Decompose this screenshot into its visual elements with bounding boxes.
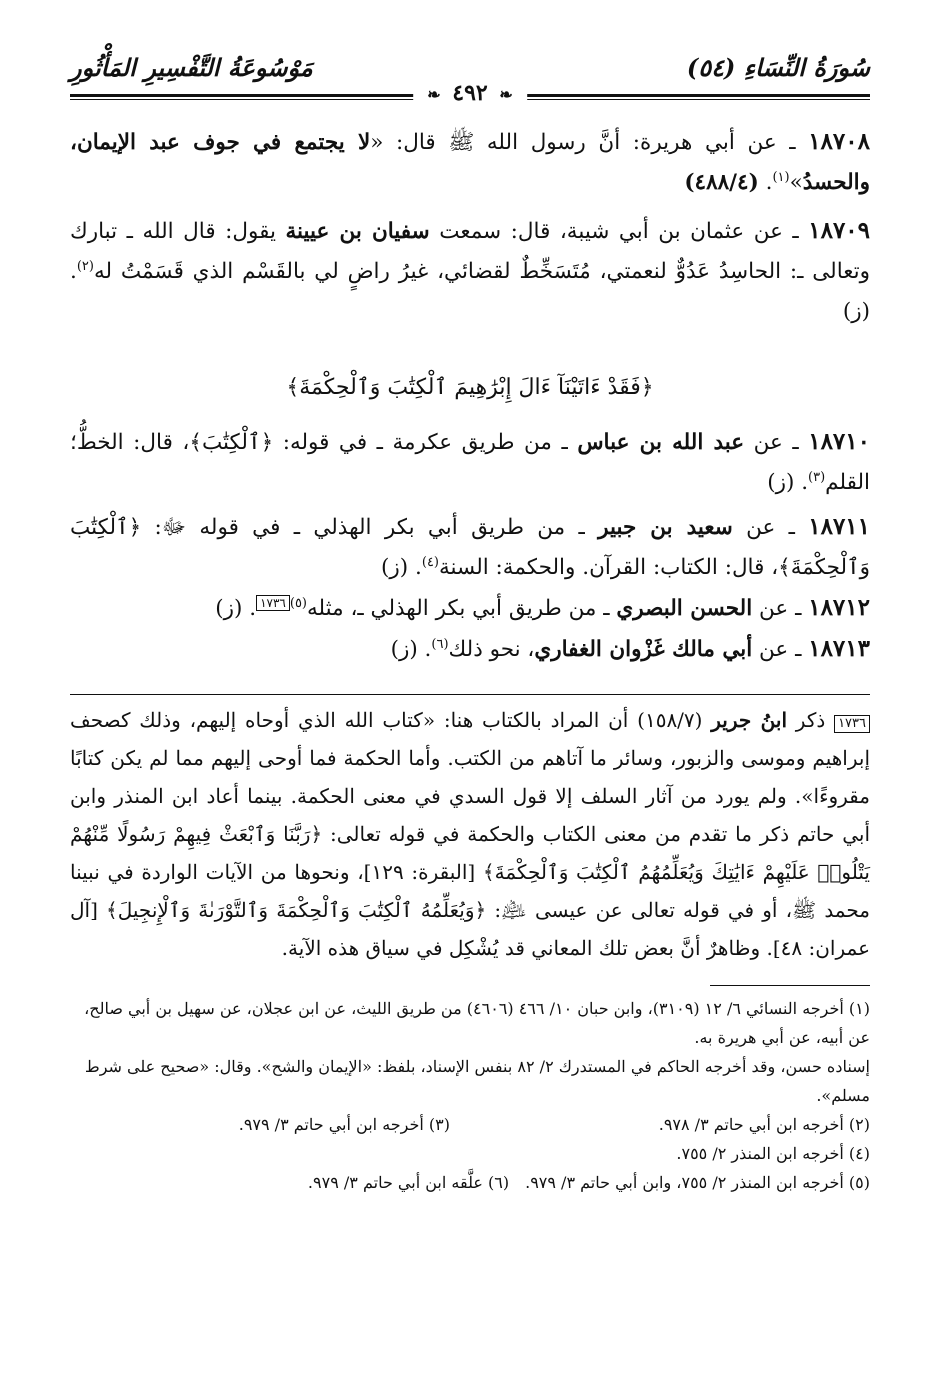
entry-text: ، نحو ذلك [448,637,535,662]
entry-text: . (ز) [70,259,870,324]
footnote-marker: (١) [772,169,790,185]
commentary-number: ١٧٣٦ [834,715,870,733]
footnote-1-grading: إسناده حسن، وقد أخرجه الحاكم في المستدرك ٢/ ٨٢ بنفس الإسناد، بلفظ: «الإيمان والشح». وقال: «صحيح على شرط مسلم». [84,1057,870,1105]
entry-text: يقول: قال الله ـ تبارك وتعالى ـ: الحاسِدُ عَدُوٌّ لنعمتي، مُتَسَخِّطٌ لقضائي، غيرُ راضٍ لي بالقَسْم الذي قَسَمْتُ له [70,219,870,284]
footnote-4: (٤) أخرجه ابن المنذر ٢/ ٧٥٥. [676,1144,870,1163]
entry-text: . [758,170,773,195]
entry-text: . (ز) [390,637,432,662]
narrator-name: سعيد بن جبير [598,515,733,540]
entry-text: ـ عن [732,515,809,540]
entry-number: ١٨٧١٠ [808,428,870,455]
footnote-marker: (٦) [431,636,449,652]
entry-number: ١٨٧١٣ [808,635,870,662]
entry-text: ـ من طريق أبي بكر الهذلي ـ، مثله [307,596,617,621]
narrator-name: سفيان بن عيينة [285,219,430,244]
footnote-5: (٥) أخرجه ابن المنذر ٢/ ٧٥٥، وابن أبي حاتم ٣/ ٩٧٩. [525,1173,870,1192]
verse-heading: ﴿فَقَدْ ءَاتَيْنَآ ءَالَ إِبْرَٰهِيمَ ٱلْكِتَٰبَ وَٱلْحِكْمَةَ﴾ [286,375,654,400]
footnote-6: (٦) علَّقه ابن أبي حاتم ٣/ ٩٧٩. [307,1173,510,1192]
footnote-marker: (٥) [289,595,307,611]
header-titles [70,40,870,82]
surah-title: سُورَةُ النِّسَاءِ (٥٤) [686,53,870,82]
ornament-icon: ❧ [499,85,513,104]
entry-text: ـ عن [752,637,809,662]
entry-text: ـ من طريق عكرمة ـ في قوله: ﴿ٱلْكِتَٰبَ﴾، قال: الخطُّ؛ القلم [70,430,870,495]
ornament-icon: ❧ [427,85,441,104]
page-number: ٤٩٢ [452,80,488,106]
footnote-1: (١) أخرجه النسائي ٦/ ١٢ (٣١٠٩)، وابن حبان ١٠/ ٤٦٦ (٤٦٠٦) من طريق الليث، عن ابن عجلان، عن سهيل بن أبي صالح، عن أبيه، عن أبي هريرة به. [84,999,870,1047]
volume-ref: (٤٨٨/٤) [684,170,759,195]
footnotes [70,994,870,1197]
footnotes-divider [710,985,870,986]
commentary-text: ذكر [787,708,835,732]
entry-number: ١٨٧٠٩ [808,217,871,244]
entry-number: ١٨٧٠٨ [808,128,870,155]
footnote-marker: (٢) [76,258,94,274]
entry-18713 [70,629,870,670]
page-header [70,40,870,110]
narrator-name: أبي مالك غَزْوان الغفاري [534,637,753,662]
entry-text: ـ عن أبي هريرة: أنَّ رسول الله ﷺ قال: « [370,130,809,155]
entry-18712 [70,588,870,629]
entry-18708 [70,122,870,203]
entry-text: . (ز) [381,555,422,580]
entry-number: ١٨٧١٢ [808,594,870,621]
entry-18711 [70,507,870,588]
entry-18710 [70,422,870,503]
header-rule [70,80,870,106]
scholar-name: ابنُ جرير [711,708,788,732]
entry-text: ـ عن [752,596,809,621]
entry-number: ١٨٧١١ [808,513,871,540]
commentary-box-ref[interactable]: ١٧٣٦ [256,595,290,611]
entry-text: ـ من طريق أبي بكر الهذلي ـ في قوله ﷻ: ﴿ٱلْكِتَٰبَ وَٱلْحِكْمَةَ﴾، قال: الكتاب: القرآن. والحكمة: السنة [70,515,870,580]
commentary-divider [70,694,870,695]
entry-text: ـ عن عثمان بن أبي شيبة، قال: سمعت [429,219,809,244]
entry-text: ـ عن [744,430,809,455]
page-number-box [413,80,527,106]
footnote-row-5-6 [70,1168,870,1197]
page [70,40,870,1360]
entry-18709 [70,211,870,332]
footnote-row-2-3 [70,1110,870,1139]
entry-text: . (ز) [215,596,257,621]
commentary-text: (١٥٨/٧) أن المراد بالكتاب هنا: «كتاب الله الذي أوحاه إليهم، وذلك كصحف إبراهيم وموسى والزبور، وسائر ما آتاهم من الكتب. وأما الحكمة فما أوحى إليهم مما لم يكن كتابًا مقروءًا». ولم يورد من آثار السلف إلا قول السدي في معنى الحكمة. بينما أعاد ابن المنذر وابن أبي حاتم ذكر ما تقدم من معنى الكتاب والحكمة في قوله تعالى: ﴿رَبَّنَا وَٱبْعَثْ فِيهِمْ رَسُولًا مِّنْهُمْ يَتْلُوا۟ عَلَيْهِمْ ءَايَٰتِكَ وَيُعَلِّمُهُمُ ٱلْكِتَٰبَ وَٱلْحِكْمَةَ﴾ [البقرة: ١٢٩]، ونحوها من الآيات الواردة في نبينا محمد ﷺ، أو في قوله تعالى عن عيسى ﵇: ﴿وَيُعَلِّمُهُ ٱلْكِتَٰبَ وَٱلْحِكْمَةَ وَٱلتَّوْرَىٰةَ وَٱلْإِنجِيلَ﴾ [آل عمران: ٤٨]. وظاهرٌ أنَّ بعض تلك المعاني قد يُشْكِل في سياق هذه الآية. [70,708,870,960]
quote-close: » [789,170,803,195]
footnote-marker: (٤) [421,554,439,570]
footnote-marker: (٣) [808,469,826,485]
entry-text: . (ز) [767,470,809,495]
book-title: مَوْسُوعَةُ التَّفْسِيرِ المَأْثُورِ [70,53,313,82]
footnote-2: (٢) أخرجه ابن أبي حاتم ٣/ ٩٧٨. [658,1115,870,1134]
footnote-3: (٣) أخرجه ابن أبي حاتم ٣/ ٩٧٩. [238,1115,450,1134]
commentary-1736 [70,701,870,967]
narrator-name: عبد الله بن عباس [577,430,745,455]
narrator-name: الحسن البصري [616,596,753,621]
hadith-text: لا يجتمع في جوف عبد الإيمان، والحسدُ [70,130,870,195]
